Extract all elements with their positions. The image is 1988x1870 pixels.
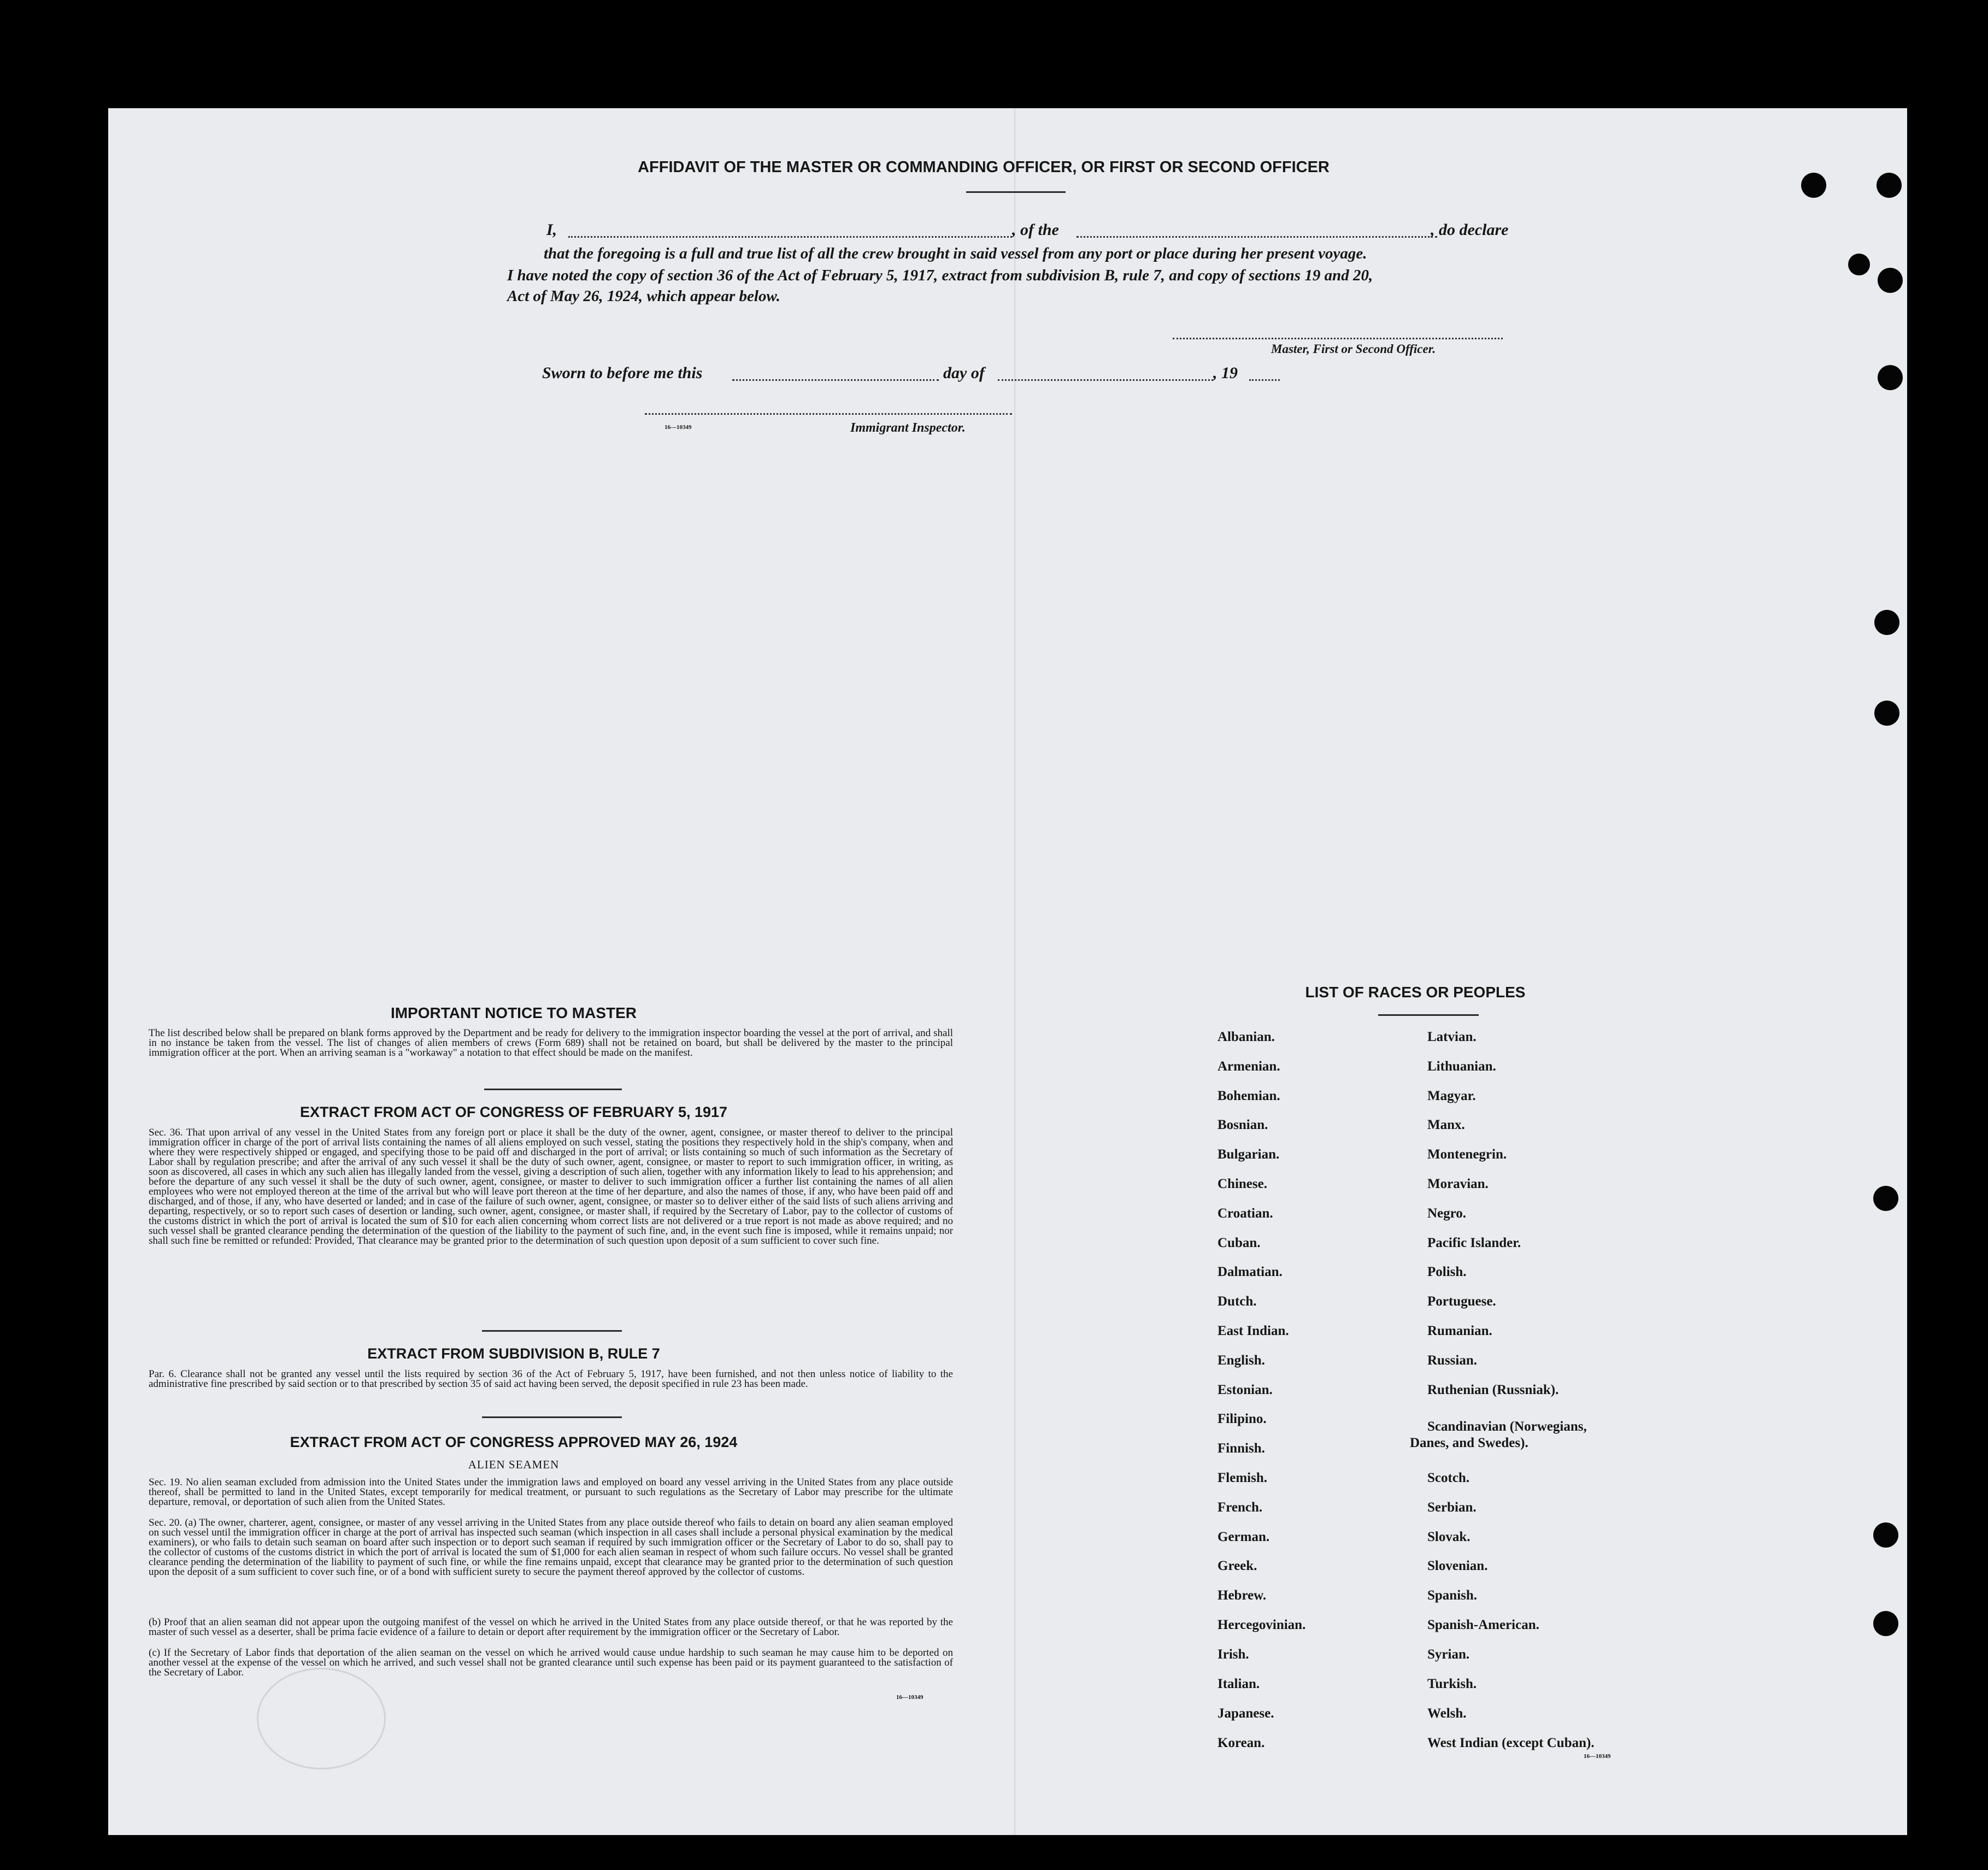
sec-20a-text: Sec. 20. (a) The owner, charterer, agent, consignee, or master of any vessel arriving in the United States from any place outside thereof who fails to detain on board any alien seaman employed on such vessel until the immigration officer in charge at the port of arrival has inspected such seaman (which inspection in all cases shall include a personal physical examination by the medical examiners), or who fails to detain such seaman on board after such inspection or to deport such seaman if required by such immigration officer or the Secretary of Labor to do so, shall pay to the collector of customs of the customs district in which the port of arrival is located the sum of $1,000 for each alien seaman in respect of whom such failure occurs. No vessel shall be granted clearance pending the determination of the liability to payment of such fine, or while the fine remains unpaid, except that clearance may be granted prior to the determination of such question upon the deposit of a sum sufficient to cover such fine, or of a bond with sufficient surety to secure the payment thereof approved by the collector of customs. — [149, 1517, 953, 1578]
race-item: Syrian. — [1427, 1647, 1470, 1662]
punch-hole — [1801, 173, 1826, 198]
punch-hole — [1873, 1611, 1898, 1636]
race-item: Dalmatian. — [1217, 1265, 1283, 1279]
alien-seamen-subtitle: ALIEN SEAMEN — [468, 1458, 560, 1471]
race-item: Lithuanian. — [1427, 1059, 1496, 1074]
rule7-title: EXTRACT FROM SUBDIVISION B, RULE 7 — [367, 1345, 660, 1362]
race-item: Negro. — [1427, 1206, 1467, 1221]
name-blank — [568, 236, 1012, 238]
race-item: Hercegovinian. — [1217, 1618, 1306, 1632]
notice-title: IMPORTANT NOTICE TO MASTER — [390, 1004, 637, 1021]
race-item: Polish. — [1427, 1265, 1467, 1279]
race-item: Filipino. — [1217, 1412, 1267, 1426]
race-item: West Indian (except Cuban). — [1427, 1736, 1595, 1750]
extract-1924-title: EXTRACT FROM ACT OF CONGRESS APPROVED MAY 26, 1924 — [290, 1434, 738, 1450]
race-item: Magyar. — [1427, 1089, 1476, 1103]
form-number: 16—10349 — [896, 1694, 924, 1701]
affidavit-title: AFFIDAVIT OF THE MASTER OR COMMANDING OFFICER, OR FIRST OR SECOND OFFICER — [638, 158, 1330, 176]
affidavit-line-3: I have noted the copy of section 36 of the Act of February 5, 1917, extract from subdivision B, rule 7, and copy of sections 19 and 20, — [507, 267, 1373, 284]
race-item: Chinese. — [1217, 1177, 1267, 1191]
faded-stamp — [257, 1668, 386, 1769]
race-item: Dutch. — [1217, 1294, 1257, 1309]
punch-hole — [1877, 173, 1902, 198]
race-item: Croatian. — [1217, 1206, 1273, 1221]
section-rule — [484, 1089, 622, 1090]
race-item: Italian. — [1217, 1677, 1260, 1691]
race-item: Scandinavian (Norwegians, — [1427, 1419, 1587, 1434]
sworn-month-blank — [998, 379, 1213, 381]
race-item: Irish. — [1217, 1647, 1249, 1662]
race-item: Greek. — [1217, 1559, 1257, 1573]
punch-hole — [1878, 268, 1903, 293]
sworn-prefix: Sworn to before me this — [542, 364, 703, 382]
races-title: LIST OF RACES OR PEOPLES — [1305, 984, 1526, 1001]
sworn-day-of-label: day of — [943, 364, 985, 382]
notice-text: The list described below shall be prepared on blank forms approved by the Department and be ready for delivery to the immigration inspector boarding the vessel at the port of arrival, and shall in no instance be taken from the vessel. The list of changes of alien members of crews (Form 689) shall not be retained on board, but shall be delivered by the master to the principal immigration officer at the port. When an arriving seaman is a "workaway" a notation to that effect should be made on the manifest. — [149, 1027, 953, 1059]
punch-hole — [1878, 365, 1903, 390]
race-item: Bohemian. — [1217, 1089, 1280, 1103]
races-title-rule — [1378, 1014, 1479, 1016]
race-item: Manx. — [1427, 1118, 1465, 1132]
punch-hole — [1873, 1186, 1898, 1211]
race-item: Slovak. — [1427, 1530, 1471, 1544]
race-item: Bosnian. — [1217, 1118, 1268, 1132]
race-item: Korean. — [1217, 1736, 1265, 1750]
vessel-blank — [1077, 236, 1437, 238]
sec-20c-text: (c) If the Secretary of Labor finds that deportation of the alien seaman on the vessel on which he arrived would cause undue hardship to such seaman he may cause him to be deported on another vessel at the expense of the vessel on which he arrived, and such vessel shall not be granted clearance until such expense has been paid or its payment guaranteed to the satisfaction of the Secretary of Labor. — [149, 1647, 953, 1678]
race-item: English. — [1217, 1353, 1265, 1368]
race-item: Slovenian. — [1427, 1559, 1488, 1573]
race-item: Danes, and Swedes). — [1410, 1436, 1528, 1450]
race-item: East Indian. — [1217, 1324, 1289, 1338]
sworn-year-blank — [1249, 379, 1280, 381]
form-number: 16—10349 — [1584, 1753, 1611, 1760]
race-item: Japanese. — [1217, 1706, 1274, 1721]
inspector-line — [645, 413, 1012, 415]
race-item: Portuguese. — [1427, 1294, 1496, 1309]
sworn-year-label: , 19 — [1213, 364, 1238, 382]
extract-1917-text: Sec. 36. That upon arrival of any vessel in the United States from any foreign port or place it shall be the duty of the owner, agent, consignee, or master thereof to deliver to the principal immigration officer in charge of the port of arrival lists containing the names of all aliens employed on such vessel, stating the positions they respectively hold in the ship's company, when and where they were respectively shipped or engaged, and specifying those to be paid off and discharged in the port of arrival; or lists containing so much of such information as the Secretary of Labor shall by regulation prescribe; and after the arrival of any such vessel it shall be the duty of such owner, agent, consignee, or master to report to such immigration officer, in writing, as soon as discovered, all cases in which any such alien has illegally landed from the vessel, giving a description of such alien, together with any information likely to lead to his apprehension; and before the departure of any such vessel it shall be the duty of such owner, agent, consignee, or master to deliver to such immigration officer a further list containing the names of all alien employees who were not employed thereon at the time of the arrival but who will leave port thereon at the time of her departure, and also the names of those, if any, who have been paid off and discharged, and of those, if any, who have deserted or landed; and in case of the failure of such owner, agent, consignee, or master so to deliver either of the said lists of such aliens arriving and departing, respectively, or so to report such cases of desertion or landing, such owner, agent, consignee, or master shall, if required by the Secretary of Labor, pay to the collector of customs of the customs district in which the port of arrival is located the sum of $10 for each alien concerning whom correct lists are not delivered or a true report is not made as above required; and no such vessel shall be granted clearance pending the determination of the question of the liability to the payment of such fine, and, in the event such fine is imposed, while it remains unpaid; nor shall such fine be remitted or refunded: Provided, That clearance may be granted prior to the determination of such question upon deposit of a sum sufficient to cover such fine. — [149, 1127, 953, 1246]
race-item: Spanish. — [1427, 1588, 1478, 1603]
race-item: German. — [1217, 1530, 1270, 1544]
title-rule — [966, 191, 1066, 193]
affidavit-line-2: that the foregoing is a full and true list of all the crew brought in said vessel from any port or place during her present voyage. — [544, 245, 1367, 262]
race-item: Welsh. — [1427, 1706, 1467, 1721]
punch-hole — [1873, 1522, 1898, 1548]
section-rule — [482, 1416, 622, 1418]
sec-19-text: Sec. 19. No alien seaman excluded from admission into the United States under the immigration laws and employed on board any vessel arriving in the United States from any place outside thereof, shall be permitted to land in the United States, except temporarily for medical treatment, or pursuant to such regulations as the Secretary of Labor may prescribe for the ultimate departure, removal, or deportation of such alien from the United States. — [149, 1477, 953, 1508]
race-item: Cuban. — [1217, 1236, 1261, 1250]
race-item: Scotch. — [1427, 1471, 1470, 1485]
race-item: Albanian. — [1217, 1030, 1275, 1044]
affidavit-of-the-label: , of the — [1012, 221, 1059, 239]
race-item: Serbian. — [1427, 1500, 1477, 1515]
punch-hole — [1874, 701, 1899, 726]
race-item: Bulgarian. — [1217, 1147, 1280, 1162]
inspector-label: Immigrant Inspector. — [850, 421, 966, 435]
form-number: 16—10349 — [664, 424, 692, 431]
race-item: Hebrew. — [1217, 1588, 1267, 1603]
race-item: Estonian. — [1217, 1383, 1273, 1397]
race-item: French. — [1217, 1500, 1263, 1515]
extract-1917-title: EXTRACT FROM ACT OF CONGRESS OF FEBRUARY 5, 1917 — [299, 1104, 728, 1120]
affidavit-declare-label: , do declare — [1431, 221, 1509, 239]
sec-20b-text: (b) Proof that an alien seaman did not appear upon the outgoing manifest of the vessel on which he arrived in the United States from any place outside thereof, or that he was reported by the master of such vessel as a deserter, shall be prima facie evidence of a failure to detain or deport after requirement by the immigration officer or the Secretary of Labor. — [149, 1616, 953, 1638]
race-item: Finnish. — [1217, 1441, 1265, 1456]
punch-hole — [1848, 254, 1870, 275]
race-item: Pacific Islander. — [1427, 1236, 1521, 1250]
affidavit-i-label: I, — [546, 221, 557, 239]
sworn-day-blank — [732, 379, 939, 381]
race-item: Moravian. — [1427, 1177, 1489, 1191]
section-rule — [482, 1330, 622, 1332]
punch-hole — [1874, 610, 1899, 635]
race-item: Ruthenian (Russniak). — [1427, 1383, 1559, 1397]
race-item: Flemish. — [1217, 1471, 1267, 1485]
race-item: Montenegrin. — [1427, 1147, 1507, 1162]
page-fold — [1014, 108, 1015, 1835]
race-item: Russian. — [1427, 1353, 1478, 1368]
race-item: Rumanian. — [1427, 1324, 1492, 1338]
race-item: Spanish-American. — [1427, 1618, 1539, 1632]
rule7-text: Par. 6. Clearance shall not be granted any vessel until the lists required by section 36 of the Act of February 5, 1917, have been furnished, and not then unless notice of liability to the administrative fine prescribed by said section or to that prescribed by section 35 of said act having been served, the deposit specified in rule 23 has been made. — [149, 1368, 953, 1390]
signature-label: Master, First or Second Officer. — [1271, 342, 1436, 356]
race-item: Armenian. — [1217, 1059, 1280, 1074]
race-item: Turkish. — [1427, 1677, 1477, 1691]
race-item: Latvian. — [1427, 1030, 1477, 1044]
signature-line — [1173, 338, 1503, 339]
affidavit-line-4: Act of May 26, 1924, which appear below. — [507, 287, 780, 305]
